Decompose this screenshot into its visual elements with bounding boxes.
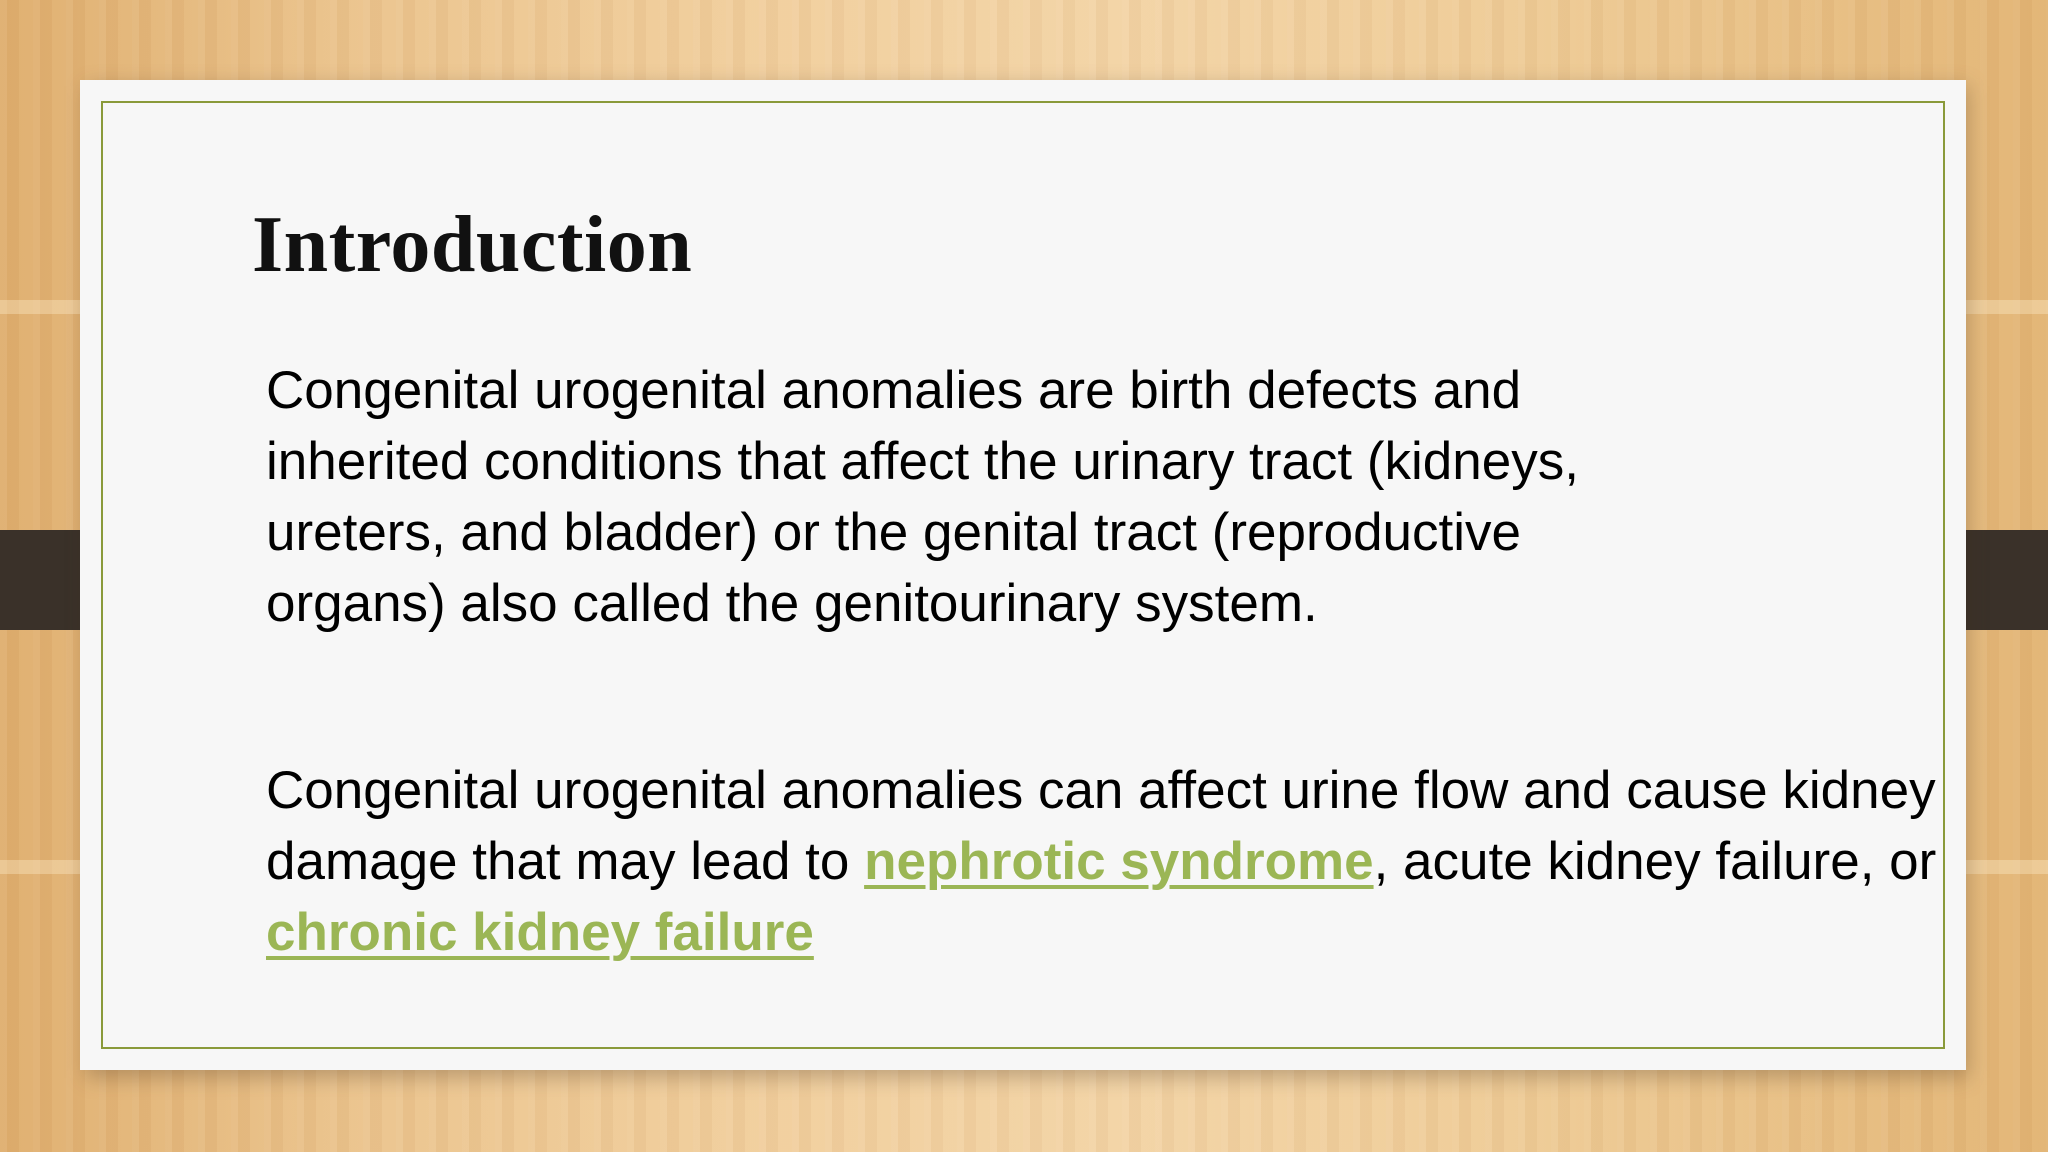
- paragraph-definition: Congenital urogenital anomalies are birth defects and inherited conditions that affect the urinary tract (kidneys, ureters, and bladder) or the genital tract (reproductive organs) also called the genitourinary system.: [266, 361, 1579, 633]
- paragraph-effects-text-a: Congenital urogenital anomalies can affect urine flow and cause kidney damage that may lead to: [266, 761, 1936, 891]
- paragraph-effects-text-b: , acute kidney failure, or: [1373, 832, 1937, 891]
- link-nephrotic-syndrome[interactable]: nephrotic syndrome: [864, 832, 1374, 891]
- link-chronic-kidney-failure[interactable]: chronic kidney failure: [266, 903, 814, 962]
- slide-title: Introduction: [252, 201, 693, 289]
- slide: [80, 80, 1966, 1070]
- paragraph-effects: [266, 755, 1946, 968]
